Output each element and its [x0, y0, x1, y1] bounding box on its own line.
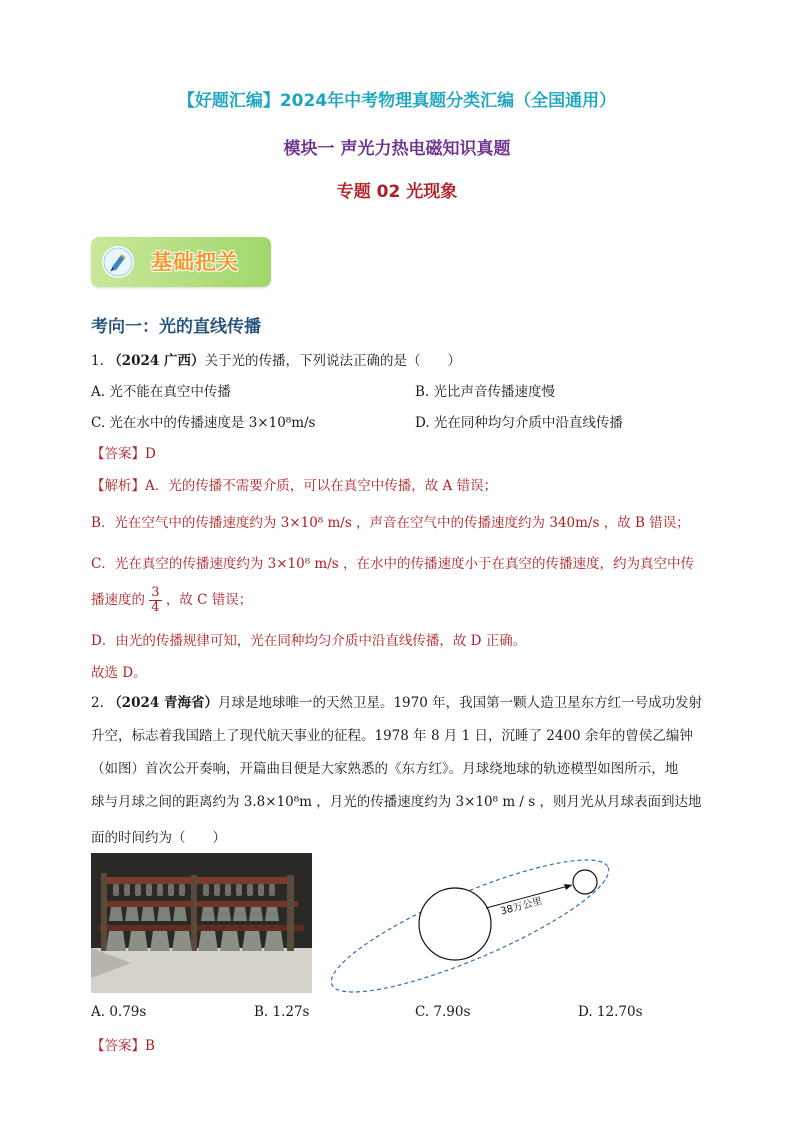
- topic-title: 专题 02 光现象: [336, 182, 458, 202]
- bianzhong-bells-photo: [91, 853, 312, 993]
- q2-line-5: 面的时间约为（ ）: [91, 830, 226, 846]
- q1-analysis-c2: [91, 586, 252, 615]
- q1-source: （2024 广西）: [108, 353, 205, 369]
- q1-analysis-c2-post: ，故 C 错误；: [165, 592, 253, 608]
- q2-option-d: D. 12.70s: [578, 1004, 643, 1020]
- badge-label: 基础把关: [151, 250, 239, 274]
- pen-icon: [102, 246, 134, 278]
- q1-text: 关于光的传播，下列说法正确的是（ ）: [204, 353, 461, 369]
- q1-analysis-label: 【解析】: [91, 478, 145, 494]
- q2-line-3: （如图）首次公开奏响，开篇曲目便是大家熟悉的《东方红》。月球绕地球的轨迹模型如图所示，地: [91, 761, 679, 777]
- q1-option-c: C. 光在水中的传播速度是 3×10⁸m/s: [91, 415, 316, 431]
- fraction-denominator: 4: [151, 600, 160, 615]
- q2-line-4: 球与月球之间的距离约为 3.8×10⁸m ，月光的传播速度约为 3×10⁸ m / s ，则月光从月球表面到达地: [91, 794, 702, 810]
- q2-option-b: B. 1.27s: [254, 1004, 310, 1020]
- q1-option-a: A. 光不能在真空中传播: [91, 384, 231, 400]
- q1-analysis-c1: C．光在真空的传播速度约为 3×10⁸ m/s ，在水中的传播速度小于在真空的传播速度，约为真空中传: [91, 556, 694, 572]
- q2-answer-label: 【答案】: [91, 1038, 145, 1054]
- q1-analysis-a-text: A．光的传播不需要介质，可以在真空中传播，故 A 错误；: [145, 478, 498, 494]
- q1-answer-value: D: [145, 446, 156, 462]
- q2-option-c: C. 7.90s: [415, 1004, 471, 1020]
- basic-level-badge: [91, 237, 271, 287]
- fraction-numerator: 3: [151, 585, 160, 600]
- q1-answer: [91, 442, 156, 462]
- q2-number: 2.: [91, 695, 104, 711]
- q1-answer-label: 【答案】: [91, 446, 145, 462]
- q1-analysis-a: [91, 474, 497, 494]
- q1-stem: [91, 349, 461, 369]
- q2-line-2: 升空，标志着我国踏上了现代航天事业的征程。1978 年 8 月 1 日，沉睡了 2400 余年的曾侯乙编钟: [91, 728, 693, 744]
- fraction-three-quarters: [149, 586, 161, 615]
- q1-number: 1.: [91, 353, 104, 369]
- q1-analysis-d: D．由光的传播规律可知，光在同种均匀介质中沿直线传播，故 D 正确。: [91, 633, 527, 649]
- q2-line-1: [91, 691, 702, 711]
- earth-moon-orbit-diagram: [310, 858, 620, 1008]
- module-title: 模块一 声光力热电磁知识真题: [283, 139, 511, 159]
- q2-answer: [91, 1034, 155, 1054]
- distance-label: 38万公里: [499, 895, 544, 918]
- q2-option-a: A. 0.79s: [91, 1004, 147, 1020]
- q1-option-d: D. 光在同种均匀介质中沿直线传播: [415, 415, 623, 431]
- q2-answer-value: B: [145, 1038, 155, 1054]
- q1-analysis-b: B．光在空气中的传播速度约为 3×10⁸ m/s ，声音在空气中的传播速度约为 340m/s ，故 B 错误；: [91, 515, 690, 531]
- q1-option-b: B. 光比声音传播速度慢: [415, 384, 556, 400]
- q2-text-1: 月球是地球唯一的天然卫星。1970 年，我国第一颗人造卫星东方红一号成功发射: [217, 695, 703, 711]
- q2-source: （2024 青海省）: [108, 695, 218, 711]
- document-title: 【好题汇编】2024年中考物理真题分类汇编（全国通用）: [177, 91, 617, 111]
- moon-circle: [573, 870, 597, 894]
- arrow-head-icon: [564, 884, 572, 890]
- section-heading: 考向一：光的直线传播: [91, 317, 261, 337]
- earth-circle: [419, 888, 491, 960]
- q1-analysis-c2-pre: 播速度的: [91, 592, 145, 608]
- q1-conclusion: 故选 D。: [91, 665, 147, 681]
